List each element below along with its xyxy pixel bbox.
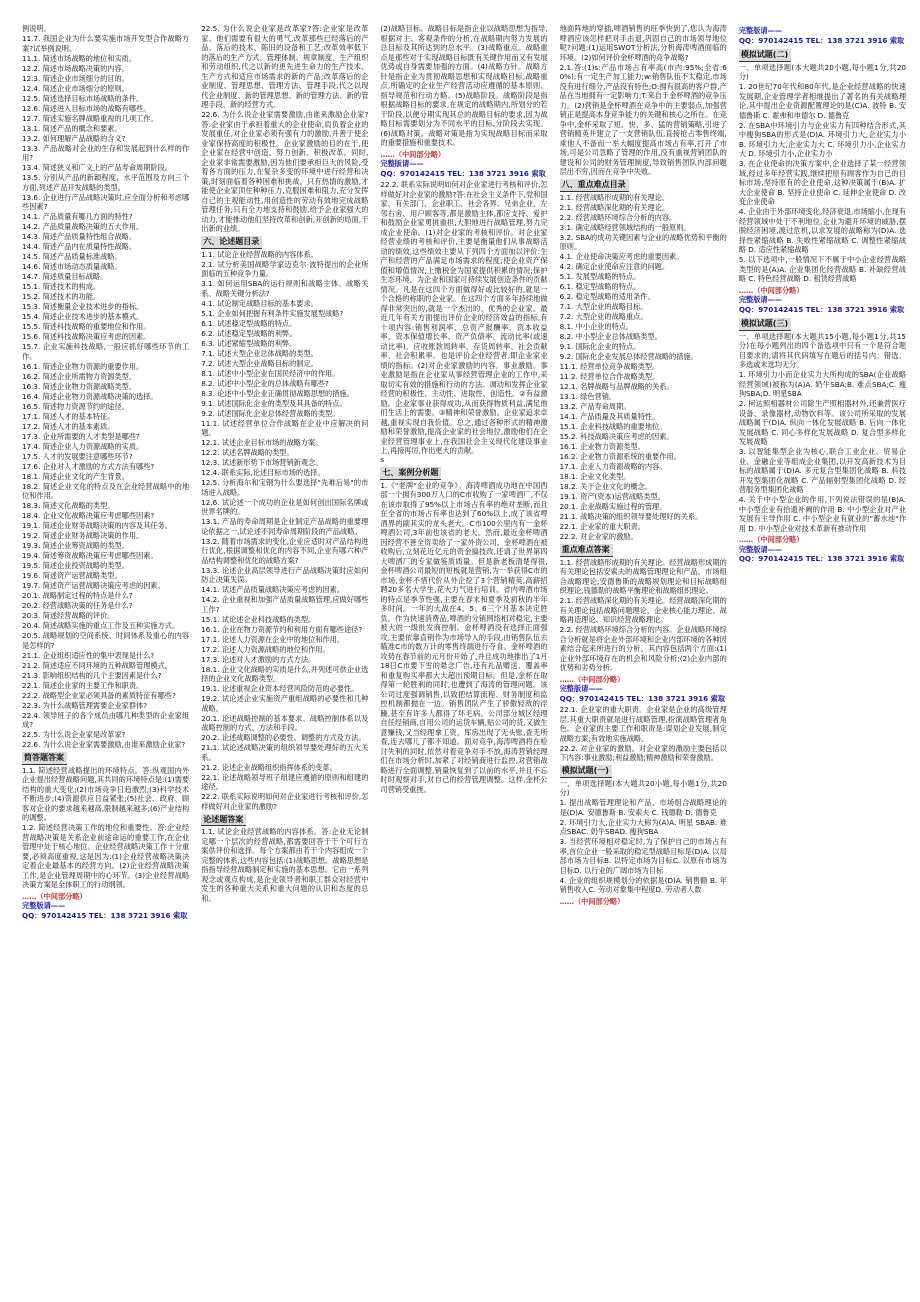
section-heading: 重点难点答案 xyxy=(560,544,613,557)
paragraph: 11.1. 简述市场战略的地位和实质。 xyxy=(22,53,137,63)
paragraph: 22.2. 对企业家的激励。 xyxy=(559,532,638,542)
paragraph: 13.3. 论述企业高层领导进行产品战略决策时应如何防止决策失误。 xyxy=(201,565,369,585)
paragraph: 12.2. 简述市场战略决策的内容。 xyxy=(22,63,129,73)
paragraph: 22.1. 企业家的重大职责。企业家是企业的高级管理层,其重大职责就是进行战略管理,扮演战略管理者角色。企业家的主要工作和职责是:谋划企业发展,制定战略方案;有效地实施战略。 xyxy=(559,705,727,743)
full-version-label: 完整版请—— xyxy=(22,901,66,911)
paragraph: 21.2. 论述企业战略组织指挥体系的变革。 xyxy=(201,762,337,772)
text-column-2 xyxy=(201,24,368,1292)
paragraph: 4. 企业的组织规模划分的依据是(D)A. 销售额 B. 年销售收入C. 劳动对象集中程度D. 劳动者人数 xyxy=(559,875,727,895)
paragraph: 16.5. 简述物力资源节约的途径。 xyxy=(22,401,129,411)
contact-notice xyxy=(739,535,906,564)
paragraph: 8.1. 中小企业的特点。 xyxy=(559,322,634,332)
paragraph: 13.3. 产品战略对企业的生存和发展起到什么样的作用? xyxy=(22,143,190,162)
contact-line: QQ：970142415 TEL：138 3721 3916 索取 xyxy=(738,304,905,314)
paragraph: 21.1. 企业组织适应性的集中表现是什么? xyxy=(22,650,155,660)
section-heading: 八、重点难点目录 xyxy=(560,179,629,192)
paragraph: 13.1. 简述产品的概念和要素。 xyxy=(22,123,122,133)
paragraph: 7.2. 试述大型企业战略目标的制定。 xyxy=(201,358,318,368)
paragraph: 13.6. 企业进行产品战略决策时,应全面分析和考虑哪些因素? xyxy=(22,192,190,211)
paragraph: 18.1. 简述企业文化的产生背景。 xyxy=(22,471,129,481)
paragraph: 1.2. 简述经营决策工作的地位和重要性。答:企业经营战略决策是关系企业前途命运的重要工作,在企业管理中处于核心地位。企业经营战略决策工作十分重要,必须高度重视,这是因为:(1)企业经营战略决策决定着企业最基本的经营方向。(2)企业经营战略决策工作,是企业管理周期中的心环节。(3)企业经营战略决策方案是全体职工的行动纲领。 xyxy=(22,823,190,890)
paragraph: 22.5. 为什么说企业家是改革家? xyxy=(22,730,126,739)
paragraph: 4. 关于中小型企业的作用,下列说法错误的是(B)A. 中小型企业有拾遗补阙的作用 B. 中小型企业对产业发展有主导作用 C. 中小型企业有就业的"蓄水池"作用 D. 中小型企业对技术革新有推动作用 xyxy=(738,495,907,533)
paragraph: 6.2. 稳定型战略的适用条件。 xyxy=(559,292,655,302)
section-heading: 论述题答案 xyxy=(201,814,246,827)
paragraph: 12.4. 简述企业市场细分的原则。 xyxy=(22,83,129,93)
paragraph: (2)战略目标。战略目标是指企业以战略思想为指导,根据对主、客观条件的分析,在战略期内努力发展的总目标及其所达到的总水平。(3)战略重点。战略重点是那些对于实现战略目标既有关键作用而又有发展优势或自身需要加强的方面。(4)战略方针。战略方针是指企业为贯彻战略思想和实现战略目标,战略重点,所确定的企业生产经营活动应遵循的基本原则、指导规范和行动方略。(5)战略阶段。战略阶段是指根据战略目标的要求,在规定的战略期内,所划分的若干阶段,以便分期实现其总的战略目标的要求,因为战略目标需要划分为不同水平的目标,分阶段去实现。(6)战略对策。战略对策是指为实现战略目标而采取的重要措施和重要技术。 xyxy=(380,24,548,147)
page-marker: s xyxy=(380,456,385,464)
paragraph: 20.1. 战略制定过程的特点是什么? xyxy=(22,591,133,600)
paragraph: 1.《"老牌"企业的竞争》。海涛啤酒成功地在中国西部一个拥有300万人口的C市收购了一家啤酒厂,不仅在该市取得了95%以上市场占有率的绝对垄断,而且在全省的市场占有率也达到了60%以上,成了该省啤酒界的副其实的龙头老大。C市100公里内有一金杯啤酒公司,3年前也该省的老大。然而,最近金杯啤酒因经营不善全资卖给了一家外资公司。金杯啤酒在被收购后,立刻花近亿元的资金搞技改,还请了世界第四大啤酒厂的专家做鉴质质量。但是新老板清楚得很,金杯啤酒公司最短的短板就是营销,为一举获得C市的市场,金杯不惜代价从外企挖了3个营销精英,高薪招聘20多名大学生,花大力气进行培训。省内啤酒市场的特点是季节性强,主要在春末和夏季及初秋的半年多时间。一年的大战在4、5、6三个月基本决定胜负。作为快速消费品,啤酒的分销网络相对稳定,主要被大的一级批发商控制。金杯啤酒没有选择正面强攻,主要依靠直销作为市场导入的手段,由销售队伍去瞄准C市的数万计的零售终端进行夺食。金杯啤酒的攻势在春节前的元月份开始了,并且成功地推出了1月18日C市要下雪的悬念广告,还有礼品赠送、覆盖率和重复购买率都大大超出预期目标。但是,金杯在取得第一轮胜利的同时,也遭到了海涛的管理问题。该公司过度强调销售,以致把结算流程、财务制度和监控机制都抛在一边。销售团队产生了骄傲轻敌的浮躁,甚至有许多人都得了坏毛病。公司部分城区经理自任经销商,自用公司的运货车辆,贴公司的货,又做生意赚钱,又当经理拿工资。库房出现了无头账,查无所查,连去哪儿了都不知道。面对竞争,海涛啤酒将在检讨失利的同时,依然对着竞争对手不放,海涛营销经理们在市场分析时,加紧了对经销商进行监控,对营销战略进行全面调整,销量恢复到了以前的水平,并且不忘时时观察对手,对自己的经营管理调整。这样,金杯公司营销受重挫。 xyxy=(380,480,548,794)
paragraph: 17.1. 简述人才的基本特征。 xyxy=(22,411,115,421)
paragraph: 2. 在SBA中环境引力与企业实力有四种结合形式,其中瘦狗SBA的形式是(D)A. 环境引力大,企业实力小 B. 环境引力大,企业实力大 C. 环境引力小,企业实力大 D. 环境引力小,企业实力小 xyxy=(738,120,907,159)
paragraph: 3.1. 确定战略经营领域结构的一般原则。 xyxy=(559,222,691,232)
contact-line: QQ：970142415 TEL：138 3721 3916 索取 xyxy=(738,554,905,564)
paragraph: 11.2. 经营单位合作战略类型。 xyxy=(559,372,660,382)
omitted-notice: ……（中间部分略） xyxy=(738,285,804,295)
paragraph: 19.1. 论述重视企业资本经营风险防范的必要性。 xyxy=(201,684,359,694)
paragraph: 4.1. 试论制定战略目标的基本要求。 xyxy=(201,298,318,308)
paragraph: 18.2. 简述企业文化的特点及在企业经营战略中的地位和作用。 xyxy=(22,481,190,500)
paragraph: 18.4. 企业文化战略决策应考虑哪些因素? xyxy=(22,511,155,520)
paragraph: 19.3. 简述企业筹资战略的类型。 xyxy=(22,541,129,550)
paragraph: 12.5. 分析海尔和宝钢为什么要选择"先难后易"的市场进入战略。 xyxy=(201,478,369,497)
section-heading: 模拟试题(三) xyxy=(739,318,791,331)
paragraph: 17.5. 人才的发展要注意哪些环节? xyxy=(22,451,133,461)
paragraph: 11.1. 试述经营单位合作战略在企业中应解决的问题。 xyxy=(201,418,369,438)
paragraph: 3. 以智能集型企业为核心,联合工业企业、贸易企业、金融企业等组成企业集团,以开发高新技术为目标的战略属于(D)A. 多元复合型集团化战略 B. 科技开发型集团化战略 C. 产品辐射型集团化战略 D. 经营服务型集团化战略 xyxy=(738,447,907,495)
paragraph: 22.4. 领导班子的各个成员由哪几种类型的企业家组成? xyxy=(22,710,190,729)
paragraph: 13.1. 绿色营销。 xyxy=(559,392,617,402)
paragraph: 3. 在企业使命的决策方案中,企业选择了某一经营领域,经过多年经营实践,继续把原有顾客作为自己的目标市场,坚持原有的企业使命,这种决策属于(B)A. 扩大企业使命 B. 坚持企业使命 C. 延伸企业使命 D. 改变企业使命 xyxy=(738,159,907,207)
paragraph: 21.1. 战略决策的组织领导要处理好的关系。 xyxy=(559,512,703,522)
paragraph: 15.3. 简述衡量企业技术进步的指标。 xyxy=(22,302,144,311)
paragraph: 13.2. 随着市场需求的变化,企业应适时对产品结构进行优化,根据调整和优化的内容不同,企业有哪六种产品结构调整和优化的战略方案? xyxy=(201,536,369,565)
paragraph: 一、单项选择题(本大题共15小题,每小题1分,共15分)在每小题列出的四个备选项中只有一个是符合题目要求的,请将其代码填写在题后的括号内。错选、多选或未选均无分。 xyxy=(738,331,907,370)
paragraph: 22.2. 对企业家的激励。对企业家的激励主要包括以下内容:事业激励;利益激励;精神激励和荣誉激励。 xyxy=(559,743,727,763)
paragraph: 1.1. 试论企业经营战略的内容体系。答:企业无论制定哪一个层次的经营战略,都需要回答于干个可行方案供评价和选择。每个方案都由若干个内容组成一个完整的体系,这些内容包括:(1)战略思想。战略思想是指指导经营战略制定和实施的基本思想。它由一系列观念或观点构成,是企业领导者和职工群众对经营中发生的各种重大关系和重大问题的认识和态度的总和。 xyxy=(201,827,369,903)
paragraph: 17.6. 企业对人才激励的方式方法有哪些? xyxy=(22,461,155,471)
paragraph: 12.7. 简述实施名牌战略重视的几项工作。 xyxy=(22,113,158,123)
contact-notice xyxy=(739,26,906,45)
paragraph: 8.2. 试述中小型企业的总体战略有哪些? xyxy=(201,378,329,388)
paragraph: 13.4. 简述狭义和广义上的产品寿命周期阶段。 xyxy=(22,163,172,172)
paragraph: 20.2. 论述战略调整的必要性、调整的方式及方法。 xyxy=(201,733,366,743)
paragraph: 21.2. 简述适应不同环境的五种战略管理模式。 xyxy=(22,660,172,670)
paragraph: 2. 柯达照相器材公司除生产照相器材外,还兼营医疗设备、录像器材,动物饮料等。该公司所采取的发展战略属于(D)A. 纵向一体化发展战略 B. 后向一体化发展战略 C. 同心多样化发展战略 D. 复合型多样化发展战略 xyxy=(738,399,907,447)
paragraph: 4. 企业由于外部环境变化,经济衰退,市场缩小,在现有经营领域中处于不利地位,企业为避开环境的威胁,摆脱经济困境,渡过危机,以求发展的战略称为(D)A. 选择性紧缩战略 B. 失败性紧缩战略 C. 调整性紧缩战略 D. 适应性紧缩战略 xyxy=(738,207,907,255)
omitted-notice: ……（中间部分略） xyxy=(738,535,804,545)
paragraph: 2.1. 经营战略深化期的有关理论。经营战略深化期的有关理论包括战略问题理论、企业核心能力理论、战略再造理论、知识经营战略理论。 xyxy=(559,596,727,625)
paragraph: 20.5. 战略规划的空间系统、时间体系及重心的内容是怎样的? xyxy=(22,631,190,650)
paragraph: 14.5. 简述产品质量标准战略。 xyxy=(22,252,122,261)
paragraph: 15.2. 简述技术的功能。 xyxy=(22,292,101,301)
paragraph: 15.7. 企业实施科技战略,一般应抓好哪些环节的工作。 xyxy=(22,342,190,361)
text-column-1 xyxy=(22,24,189,1292)
full-version-label: 完整版请—— xyxy=(738,295,782,305)
paragraph: 8.3. 论述中小型企业正确贯彻战略思想的措施。 xyxy=(201,388,354,398)
paragraph: 22.6. 为什么说企业家需要激励,由谁来激励企业家? xyxy=(22,740,186,749)
paragraph: 11.7. 我国企业为什么要实施市场开发型合作战略方案?试举例说明。 xyxy=(22,34,190,53)
paragraph: 6.1. 试述稳定型战略的特点。 xyxy=(201,318,297,328)
paragraph: 6.3. 试述紧缩型战略的利弊。 xyxy=(201,338,297,348)
paragraph: 6.1. 稳定型战略的特点。 xyxy=(559,282,641,292)
paragraph: 20.3. 简述经营战略的评价。 xyxy=(22,611,115,620)
paragraph: 8.1. 试述中小型企业在国民经济中的作用。 xyxy=(201,368,340,378)
paragraph: 5.1. 发展型战略的特点。 xyxy=(559,272,641,282)
contact-notice xyxy=(380,150,547,179)
text-column-3 xyxy=(380,24,547,1292)
paragraph: 20.1. 论述战略控制的基本要求、战略控制体系以及战略控制的方式、方法和手段。 xyxy=(201,713,369,733)
section-heading: 七、案例分析题 xyxy=(380,467,441,480)
paragraph: 12.2. 试述名牌战略的类型。 xyxy=(201,448,294,458)
paragraph: 19.2. 简述企业财务战略决策的作用。 xyxy=(22,531,144,540)
paragraph: 3. 当经营环境相对稳定时,为了保护自己的市场占有率,首位企业一般采取的稳定型战略目标是(D)A. 以局部市场为目标B. 以特定市场为目标C. 以原有市场为目标D. 以行业的广阔市场为目标 xyxy=(559,837,727,875)
paragraph: 1. 提出战略管理理论和产品、市场组合战略理论的是(D)A. 安德鲁斯 B. 安索夫 C. 钱德勒 D. 德鲁克 xyxy=(559,798,727,817)
paragraph: 19.1. 资产(资本)运营战略类型。 xyxy=(559,492,665,502)
paragraph: 7.2. 大型企业的战略重点。 xyxy=(559,312,648,322)
omitted-notice: ……（中间部分略） xyxy=(22,891,87,901)
full-version-label: 完整版请—— xyxy=(559,684,603,694)
contact-notice xyxy=(22,892,189,921)
paragraph: 18.2. 关于企业文化的概念。 xyxy=(559,482,653,492)
paragraph: 18.1. 企业文化类型。 xyxy=(559,472,631,482)
contact-notice xyxy=(739,286,906,315)
paragraph: 17.1. 企业人力资源战略的内容。 xyxy=(559,462,667,472)
paragraph: 19.6. 简述资产运营战略类型。 xyxy=(22,571,122,580)
paragraph: 2.1. 经营战略深化期的有关理论。 xyxy=(559,202,670,212)
paragraph: 3.1. 如何运用SBA的运行规则和战略主体、战略关系、战略关键分析法? xyxy=(201,279,369,298)
paragraph: 5. 以下选项中,一般情况下不属于中小企业经营战略类型的是(A)A. 企业集团化经营战略 B. 补缺经营战略 C. 特色经营战略 D. 租赁经营战略 xyxy=(738,255,907,284)
full-version-label: 完整版请—— xyxy=(380,159,424,168)
paragraph: 2.2. 经营战略环境综合分析的内容。企业战略环境综合分析就是将企业外部环境和企业内部环境的各种因素结合起来所进行的分析。其内容包括两个方面:(1)企业外部环境存在的机会和风险分析;(2)企业内部的优势和劣势分析。 xyxy=(559,625,727,673)
full-version-label: 完整版请—— xyxy=(738,544,782,554)
contact-line: QQ：970142415 TEL：138 3721 3916 索取 xyxy=(559,693,726,703)
paragraph: 15.1. 简述技术的构成。 xyxy=(22,282,101,291)
paragraph: 例说明。 xyxy=(22,24,51,33)
paragraph: 14.3. 简述产品质量特性组合战略。 xyxy=(22,232,137,241)
paragraph: 14.2. 企业重视和加强产品质量战略管理,应做好哪些工作? xyxy=(201,595,369,614)
paragraph: 1. 20世纪70年代和80年代,是企业经营战略的快速发展期,企业管理学者相继提出了著名的有关战略理论,其中提出企业资源配置理论的是(C)A. 波特 B. 安德鲁斯 C. 霍弗和申德尔 D. 德鲁克 xyxy=(738,82,907,120)
paragraph: 17.3. 企业所需要的人才类型是哪些? xyxy=(22,431,140,441)
paragraph: 5.1. 企业如何把握有利条件实施发展型战略? xyxy=(201,308,344,318)
paragraph: 22.3. 为什么战略管理需要企业家群体? xyxy=(22,700,148,710)
full-version-label: 完整版请—— xyxy=(738,26,782,35)
paragraph: 14.1. 产品质量有哪几方面的特性? xyxy=(22,212,133,221)
paragraph: 15.1. 试论述企业科技战略的类型。 xyxy=(201,614,316,624)
paragraph: 3.2. SBA的成功关键因素与企业的战略优势和平衡的原则。 xyxy=(559,232,727,252)
paragraph: 14.4. 简述产品内在质量特性战略。 xyxy=(22,242,137,251)
paragraph: 22.1. 简述企业家的主要工作和职责。 xyxy=(22,680,144,690)
paragraph: 1. 环境引力小而企业实力大所构成的SBA(企业战略经营领域)被称为(A)A. 奶牛SBA;B. 难点SBA;C. 瘦狗SBA;D. 明星SBA xyxy=(738,370,907,399)
paragraph: 11.1. 经营单位竞争战略类型。 xyxy=(559,362,660,372)
paragraph: 20.1. 企业战略实施过程的管理。 xyxy=(559,502,667,512)
paragraph: 4.2. 确定企业使命应注意的问题。 xyxy=(559,262,670,272)
paragraph: 14.6. 简述市场动态质量战略。 xyxy=(22,262,122,271)
paragraph: 17.4. 简述企业人力资源战略的实质。 xyxy=(22,441,144,451)
paragraph: 13.2. 如何理解产品战略的含义? xyxy=(22,133,126,143)
paragraph: 9.2. 试述国际化企业总体经营战略的类型。 xyxy=(201,408,340,418)
paragraph: 2.2. 经营战略环境综合分析的内容。 xyxy=(559,212,677,222)
contact-line: QQ：970142415 TEL：138 3721 3916 索取 xyxy=(380,168,546,178)
section-heading: 模拟试题(一) xyxy=(560,765,612,778)
paragraph: 22.2. 联系实际说明如何对企业家进行考核和评价,怎样做好对企业家的激励?答:在社会主义条件下,党和国家、有关部门、企业职工、社会各界、兄弟企业、左邻右舍、用户顾客等,都是激励主体,都应支持、爱护和鼓励企业家勇挑重担,大胆地进行战略管理,努力完成企业使命。(1)对企业家的考核和评价。对企业家经营业绩的考核和评价,主要是衡量他们从事战略活动的绩效,这些绩效主要从下列四个方面加以评价:生产和经营的产品满足市场需求的程度;使企业资产保值和增值情况;上缴税金为国家提供积累的情况;保护生态环境、为企业和国家可持续发展创造条件的贡献情况。凡是在这四个方面做得好或比较好的,就是一个合格的称职的企业家。在这四个方面多年持续地做得非常突出的,就是一个杰出的、优秀的企业家。最近几年有关方面提出评价企业的经济效益的指标,有十项内容:销售利润率、总资产报酬率、资本收益率、资本保值增长率、资产负债率、流动比率(或速动比率)、应收账款周转率、存货周转率、社会贡献率、社会积累率。也是评价企业经营者,即企业家业绩的指标。(2)对企业家激励的内容。事业激励。事业激励是指在企业家从事经营管理企业的工作中,采取切实有效的措施和行动的方法。调动和发挥企业家经营的积极性、主动性、进取性、创造性。②有益激励。企业家事业获得成功,从而获得物质利益,满足他们生活上的需要。③精神和荣誉激励。企业家追求卓越,重视实现自我价值。总之,通过各种形式的精神激励和荣誉激励,提高企业家的社会地位,激励他们在企业经营管理事业上,在我国社会主义现代化建设事业上,再接再厉,作出更大的贡献。 xyxy=(380,180,548,455)
paragraph: 13.2. 产品寿命周期。 xyxy=(559,402,631,412)
paragraph: 地面阵地的穿插,啤酒销售的旺季快到了,您认为海涛啤酒应该怎样把对手击退,巩固自己的市场领导地位呢?问题:(1)运用SWOT分析法,分析海涛啤酒面临的环境。(2)如何评价金杯啤酒的竞争战略? xyxy=(559,24,727,62)
paragraph: 13.5. 分别从产品的新颖程度、水平范围及方向三个方面,列述产品开发战略的类型。 xyxy=(22,173,190,192)
paragraph: 9.1. 国际化企业的特点。 xyxy=(559,342,641,352)
paragraph: 14.1. 试述产品质量战略决策应考虑的因素。 xyxy=(201,585,344,595)
paragraph: 17.3. 论述对人才激励的方式方法。 xyxy=(201,654,316,664)
paragraph: 14.2. 产品质量战略决策的五大作用。 xyxy=(22,222,144,231)
paragraph: 9.2. 国际化企业发展总体经营战略的措施。 xyxy=(559,352,698,362)
paragraph: 1.1. 简述经营战略提出的环境特点。答:纵观国内外企业提出经营战略问题,其共同的环境特点是:(1)需要结构的重大变化;(2)市场竞争日趋激烈;(3)科学技术不断进步;(4)资源供应日益紧张;(5)社会、政府、顾客对企业的要求越来越高,限制越来越多;(6)产业结构的调整。 xyxy=(22,765,190,823)
paragraph: 17.2. 简述人才的基本素质。 xyxy=(22,421,115,431)
paragraph: 20.2. 经营战略决策的任务是什么? xyxy=(22,601,133,610)
paragraph: 12.6. 试论述一个成功的企业是如何创出国际名牌或世界名牌的。 xyxy=(201,497,369,517)
paragraph: 6.2. 试述稳定型战略的利弊。 xyxy=(201,328,297,338)
paragraph: 2.1. 试分析美国战略学家迈克尔·波特提出的企业所面临的五种竞争力量。 xyxy=(201,259,369,279)
paragraph: 22.6. 为什么说企业家需要激励,由谁来激励企业家?答:企业家由于承担着重大的企业使命,肩负着企业的发展重任,对企业家必须有强有力的激励,并善于使企业家保持高度的积极性。企业家激励的目的在于,使企业家在经营中创造、努力创新、积极改革。同时,企业家非常需要激励,因为他们要承担巨大的风险,受着各方面的压力,在复杂多变的环境中进行经营和决策,时刻面临着各种困难和挑战。只有热情的激励,才能使企业家顶住种种压力,克服困难和阻力,充分发挥自己的主观能动性,用创造性的劳动有效地完成战略管理任务;只有全力地支持和鼓励,给予企业家强大的动力,才能推动他们坚持改革和创新,开创新的局面,干出新的业绩。 xyxy=(201,110,369,233)
contact-notice xyxy=(560,675,727,704)
paragraph: 15.6. 简述科技战略决策应考虑的因素。 xyxy=(22,332,151,341)
paragraph: 12.4. 联系实际,论述目标市场的选择。 xyxy=(201,468,325,478)
section-heading: 简答题答案 xyxy=(22,752,67,765)
paragraph: 20.4. 简述战略实施的重点工作及五种实施方式。 xyxy=(22,621,180,630)
paragraph: 一、单项选择题(本大题共20小题,每小题1分,共20分) xyxy=(559,778,727,798)
omitted-notice: ……（中间部分略） xyxy=(380,149,446,159)
paragraph: 12.3. 简述企业市场细分的目的。 xyxy=(22,73,129,83)
paragraph: 15.1. 企业科技战略的重要地位。 xyxy=(559,422,667,432)
paragraph: 2. 环境引力大,企业实力大称为(A)A. 明星 SBAB. 难点SBAC. 奶牛SBAD. 瘦狗SBA xyxy=(559,817,727,837)
paragraph: 21.1. 试论述战略决策的组织领导要处理好的五大关系。 xyxy=(201,743,369,762)
paragraph: 16.1. 企业物力资源类型。 xyxy=(559,442,645,452)
paragraph: 1.1. 试论企业经营战略的内容体系。 xyxy=(201,249,318,259)
paragraph: 19.7. 简述资产运营战略决策应考虑的因素。 xyxy=(22,581,165,590)
paragraph: 16.1. 简述企业物力资源的重要作用。 xyxy=(22,361,144,371)
text-column-5 xyxy=(739,24,906,1292)
paragraph: 16.3. 简述企业物力资源战略类型。 xyxy=(22,381,137,391)
paragraph: 12.6. 简述进入目标市场的战略有哪些。 xyxy=(22,103,151,113)
paragraph: 22.2. 战略型企业家必须具备的素质特征有哪些? xyxy=(22,690,176,700)
contact-notice xyxy=(560,897,727,907)
contact-line: QQ：970142415 TEL：138 3721 3916 索取 xyxy=(22,910,188,920)
section-heading: 六、论述题目录 xyxy=(201,236,262,249)
paragraph: 14.7. 简述质量目标战略。 xyxy=(22,272,108,281)
paragraph: 16.2. 企业物力资源系统的重要作用。 xyxy=(559,452,681,462)
paragraph: 9.1. 试述国际化企业的类型及其具备的特点。 xyxy=(201,398,347,408)
omitted-notice: ……（中间部分略） xyxy=(559,896,625,906)
paragraph: 16.4. 简述企业物力资源战略决策的选择。 xyxy=(22,391,158,401)
paragraph: 12.5. 简述选择目标市场战略的条件。 xyxy=(22,93,144,103)
paragraph: 12.1. 名牌战略与品牌战略的关系。 xyxy=(559,382,674,392)
paragraph: 2.1.答:(1)s:产品市场占有率高(市内:95%;全省:60%);有一定生产加工能力;w:销售队伍不太稳定,市场没有进行细分,产品没有特色;O:拥有很高的客户群,产品在当地拥有一定影响力;T:来自于金杯啤酒的竞争压力。(2)营销是金杯啤酒在竞争中的主要弱点,加强营销正是提高本身竞争能力的关键和核心之所在。在竞争中,金杯采取了短、快、多、猛的营销策略,引进了营销精英并建立了一支营销队伍,直接抢占零售终端,乘他人不备而一举大幅度提高市场占有率,打开了市场,可是公司忽略了管理的作用,没有重视营销团队的建设和公司的财务管理制度,导致销售团队内部问题层出不穷,因而在竞争中失败。 xyxy=(559,62,727,176)
paragraph: 12.3. 试述新形势下市场营销新观念。 xyxy=(201,458,323,468)
paragraph: 19.5. 简述企业投资战略的类型。 xyxy=(22,561,129,570)
paragraph: 22.2. 联系实际说明如何对企业家进行考核和评价,怎样做好对企业家的激励? xyxy=(201,792,369,811)
paragraph: 18.3. 简述文化战略的类型。 xyxy=(22,501,115,510)
paragraph: 19.4. 简述筹资战略决策应考虑哪些因素。 xyxy=(22,551,158,560)
paragraph: 16.2. 简述企业所需物力资源类型。 xyxy=(22,371,137,381)
paragraph: 17.2. 论述人力资源战略的地位和作用。 xyxy=(201,644,330,654)
omitted-notice: ……（中间部分略） xyxy=(559,674,625,684)
paragraph: 22.5. 为什么说企业家是改革家?答:企业家是改革家。他们需要有很大的勇气,改革那些已经落后的产品、落后的技术、陈旧的设备和工艺;改革效率低下的落后的生产方式、管理体制、规章制度、生产组织和劳动组织,代之以新的更先进生命力的生产技术、生产方式和适应市场需求的新的产品;改革落后的企业制度、管理思想、管理方法、管理手段,代之以现代企业制度、新的管理思想、新的管理方法、新的管理手段、新的经营方式。 xyxy=(201,24,369,109)
paragraph: 12.1. 试述企业目标市场的战略方案。 xyxy=(201,438,323,448)
paragraph: 19.1. 简述企业财务战略决策的内容及其任务。 xyxy=(22,521,172,530)
paragraph: 22.1. 企业家的重大职责。 xyxy=(559,522,645,532)
paragraph: 4.1. 企业使命决策应考虑的重要因素。 xyxy=(559,252,684,262)
contact-line: QQ：970142415 TEL：138 3721 3916 索取 xyxy=(738,35,905,45)
paragraph: 22.1. 论述战略领导班子组建应遵循的原则和组建的途径。 xyxy=(201,772,369,792)
paragraph: 一、单项选择题(本大题共20小题,每小题1分,共20分) xyxy=(738,62,907,82)
paragraph: 16.1. 企业在物力资源节约和利用方面有哪些途径? xyxy=(201,624,363,634)
text-column-4 xyxy=(560,24,727,1292)
paragraph: 17.1. 论述人力资源在企业中的地位和作用。 xyxy=(201,634,344,644)
paragraph: 18.1. 企业文化战略的实质是什么,并列述可供企业选择的企业文化战略类型。 xyxy=(201,664,369,684)
section-heading: 模拟试题(二) xyxy=(739,49,791,62)
paragraph: 7.1. 试述大型企业总体战略的类型。 xyxy=(201,348,318,358)
paragraph: 15.5. 简述科技战略的重要地位和作用。 xyxy=(22,322,151,331)
paragraph: 1.1. 经营战略形成期的有关理论。 xyxy=(559,192,670,202)
paragraph: 7.1. 大型企业的战略目标。 xyxy=(559,302,648,312)
paragraph: 15.4. 简述企业技术进步的基本模式。 xyxy=(22,312,144,321)
paragraph: 1.1. 经营战略形成期的有关理论。经营战略形成期的有关理论包括安索夫的战略管理理论和产品、市场组合战略理论;安德鲁斯的战略规划理论和目标战略组织理论,钱德勒的战略平衡理论和战略组织理论。 xyxy=(559,557,727,596)
paragraph: 13.1. 产品的寿命周期是企业制定产品战略的重要理论依据之一,试论述不同寿命周期阶段的产品战略。 xyxy=(201,517,369,536)
paragraph: 8.2. 中小型企业总体战略类型。 xyxy=(559,332,662,342)
paragraph: 21.3. 影响组织结构的几个主要因素是什么? xyxy=(22,670,162,680)
paragraph: 19.2. 试论述企业实施资产重组战略的必要性和几种战略。 xyxy=(201,694,369,713)
paragraph: 14.1. 产品质量及其质量特性。 xyxy=(559,412,660,422)
paragraph: 15.2. 科技战略决策应考虑的因素。 xyxy=(559,432,674,442)
